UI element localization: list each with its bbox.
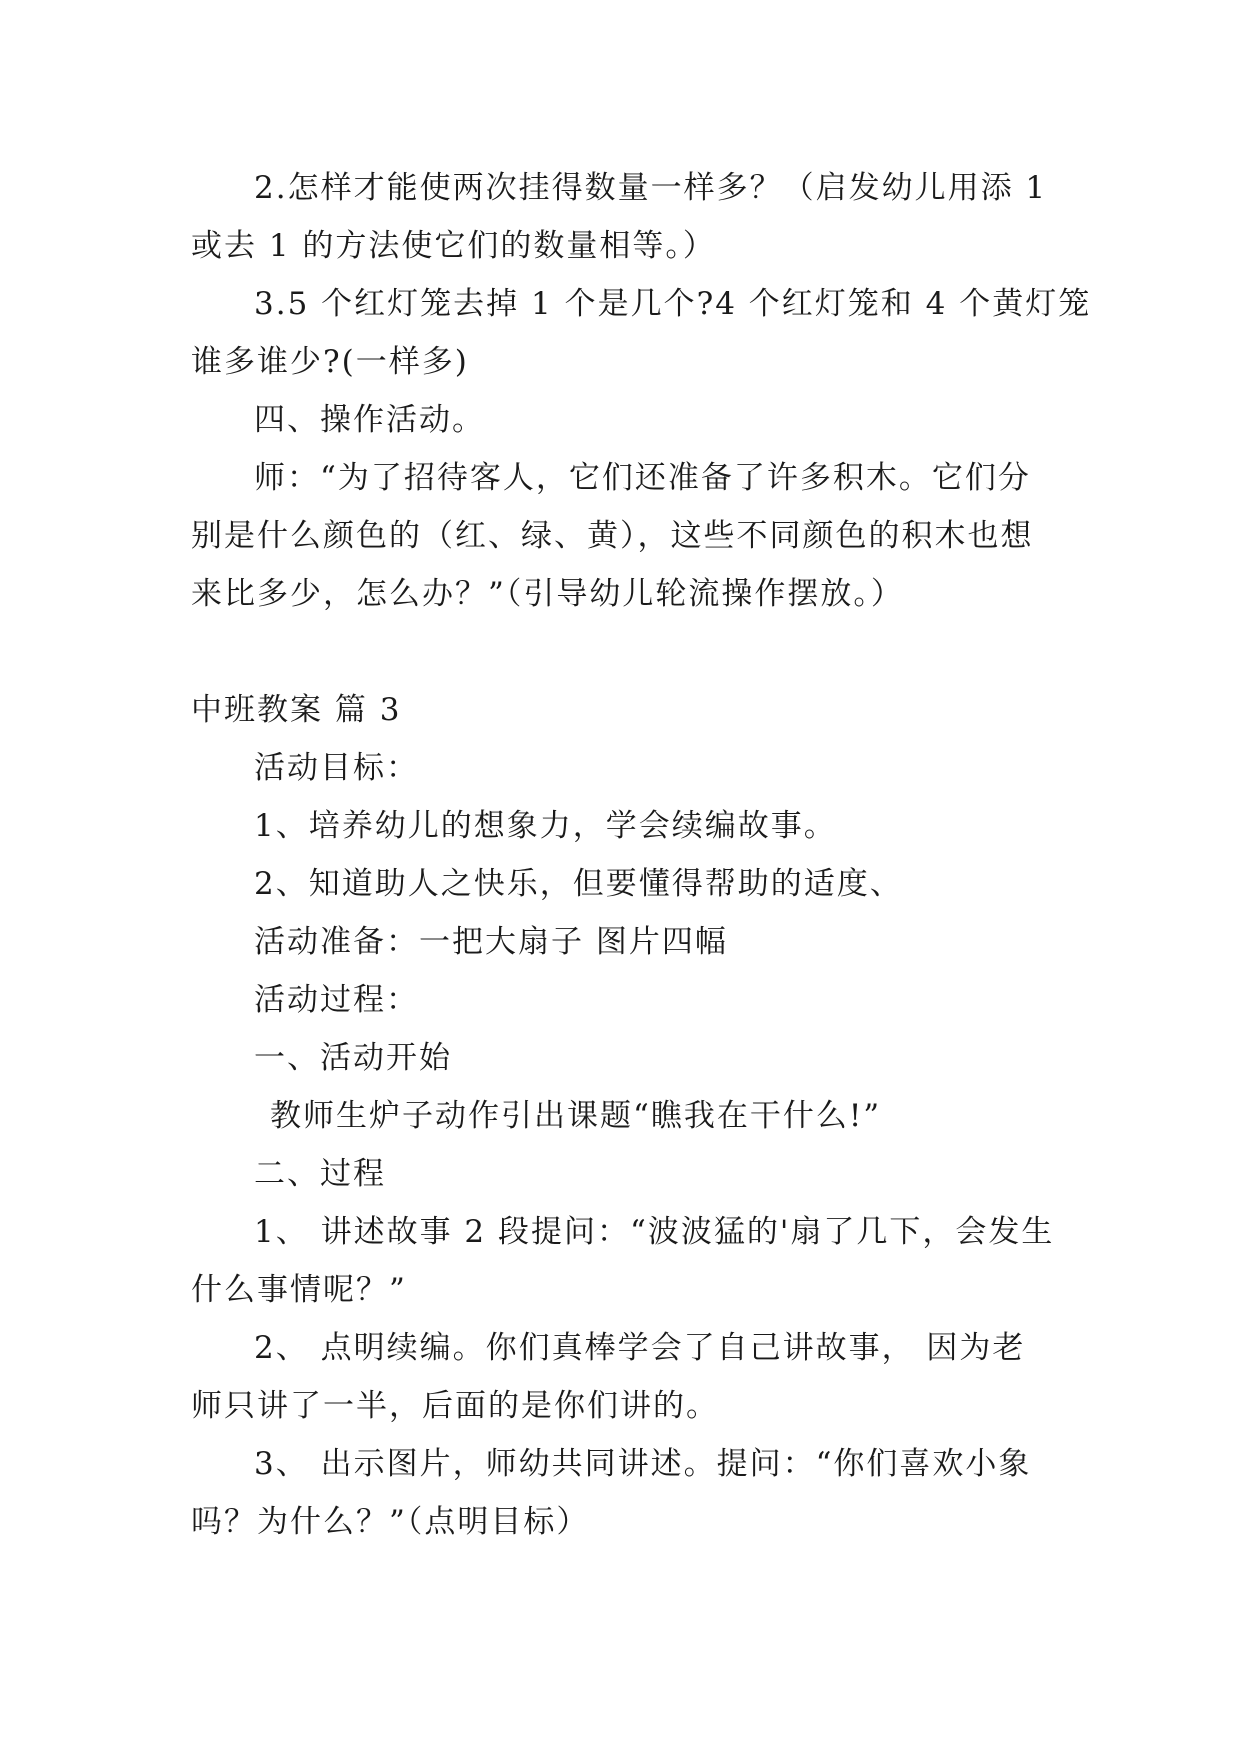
text-line: 3.5 个红灯笼去掉 1 个是几个?4 个红灯笼和 4 个黄灯笼 [254, 286, 1092, 322]
text-line: 一、活动开始 [254, 1040, 452, 1076]
text-line: 1、培养幼儿的想象力，学会续编故事。 [254, 808, 837, 844]
text-line: 四、操作活动。 [254, 402, 485, 438]
text-line: 活动过程： [254, 982, 419, 1018]
text-line: 活动准备：一把大扇子 图片四幅 [254, 924, 728, 960]
section-title: 中班教案 篇 3 [191, 692, 402, 728]
text-line: 活动目标： [254, 750, 419, 786]
text-line: 1、 讲述故事 2 段提问：“波波猛的'扇了几下，会发生 [254, 1214, 1055, 1250]
text-line: 谁多谁少?(一样多) [191, 344, 469, 380]
text-line: 或去 1 的方法使它们的数量相等。） [191, 228, 716, 264]
text-line: 来比多少，怎么办？”（引导幼儿轮流操作摆放。） [191, 576, 904, 612]
text-line: 师只讲了一半，后面的是你们讲的。 [191, 1388, 719, 1424]
text-line: 2、 点明续编。你们真棒学会了自己讲故事， 因为老 [254, 1330, 1026, 1366]
text-line: 教师生炉子动作引出课题“瞧我在干什么!” [270, 1098, 882, 1134]
text-line: 二、过程 [254, 1156, 386, 1192]
text-line: 师：“为了招待客人，它们还准备了许多积木。它们分 [254, 460, 1031, 496]
text-line: 2、知道助人之快乐，但要懂得帮助的适度、 [254, 866, 903, 902]
text-line: 3、 出示图片，师幼共同讲述。提问：“你们喜欢小象 [254, 1446, 1032, 1482]
text-line: 2.怎样才能使两次挂得数量一样多？（启发幼儿用添 1 [254, 170, 1048, 206]
text-line: 吗？为什么？”（点明目标） [191, 1504, 590, 1540]
text-line: 别是什么颜色的（红、绿、黄），这些不同颜色的积木也想 [191, 518, 1034, 554]
text-line: 什么事情呢？” [191, 1272, 407, 1308]
